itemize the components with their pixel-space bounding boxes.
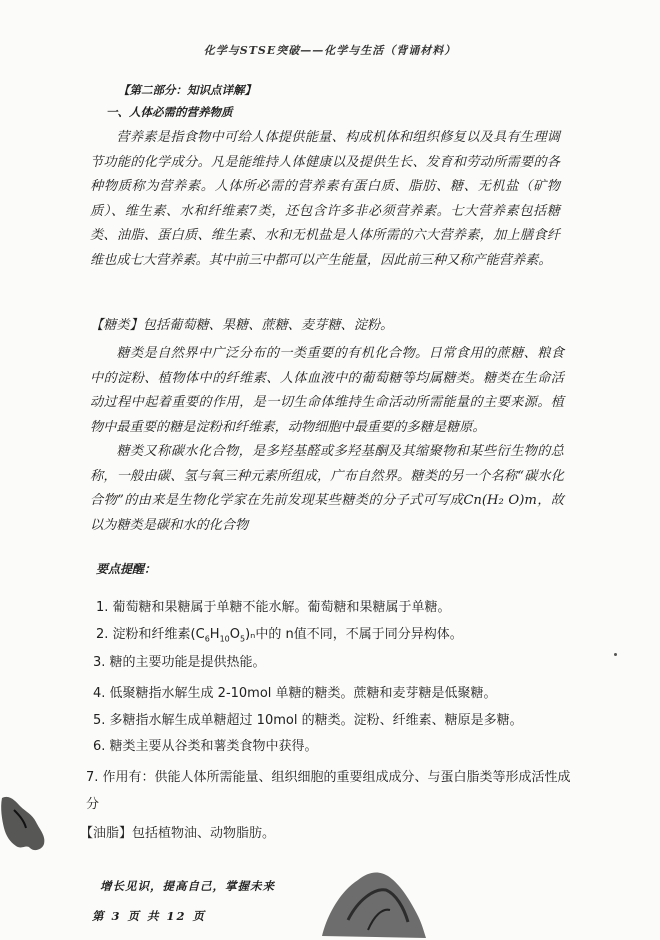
oil-line: 【油脂】包括植物油、动物脂肪。 [80,826,276,841]
page-number: 第 3 页 共 12 页 [92,909,207,923]
key-point-4: 4. 低聚糖指水解生成 2-10mol 单糖的糖类。蔗糖和麦芽糖是低聚糖。 [93,686,497,701]
footer-motto: 增长见识，提高自己，掌握未来 [100,879,275,893]
key-point-7: 7. 作用有：供能人体所需能量、组织细胞的重要组成成分、与蛋白脂类等形成活性成分 [86,770,571,812]
key-point-1: 1. 葡萄糖和果糖属于单糖不能水解。葡萄糖和果糖属于单糖。 [96,600,451,615]
intro-paragraph: 营养素是指食物中可给人体提供能量、构成机体和组织修复以及具有生理调节功能的化学成分。凡是能维持人体健康以及提供生长、发育和劳动所需要的各种物质称为营养素。人体所必需的营养素有蛋白质、脂肪、糖、无机盐（矿物质）、维生素、水和纤维素7类，还包含许多非必须营养素。七大营养素包括糖类、油脂、蛋白质、维生素、水和无机盐是人体所需的六大营养素，加上膳食纤维也成七大营养素。其中前三中都可以产生能量，因此前三种又称产能营养素。 [90,130,560,268]
subsection-title: 一、人体必需的营养物质 [106,105,233,119]
key-points-title: 要点提醒： [96,562,157,576]
ink-blot-bottom-decoration [318,860,428,940]
key-point-2-mid1: H [209,627,220,642]
sugar-paragraph-2: 糖类又称碳水化合物，是多羟基醛或多羟基酮及其缩聚物和某些衍生物的总称，一般由碳、氢与氧三种元素所组成，广布自然界。糖类的另一个名称“碳水化合物”的由来是生物化学家在先前发现某些糖类的分子式可写成Cn(H₂ O)m，故以为糖类是碳和水的化合物 [90,444,564,533]
sugar-title: 【糖类】包括葡萄糖、果糖、蔗糖、麦芽糖、淀粉。 [90,318,394,333]
key-point-2-sub3: 5 [239,634,246,644]
scan-speck [614,653,617,656]
key-point-3: 3. 糖的主要功能是提供热能。 [93,655,266,670]
key-point-5: 5. 多糖指水解生成单糖超过 10mol 的糖类。淀粉、纤维素、糖原是多糖。 [93,713,523,728]
key-point-2-pre: 2. 淀粉和纤维素(C [96,627,205,642]
page-header: 化学与STSE突破——化学与生活（背诵材料） [203,44,457,57]
key-point-2-sub2: 10 [219,634,230,644]
sugar-paragraph-1: 糖类是自然界中广泛分布的一类重要的有机化合物。日常食用的蔗糖、粮食中的淀粉、植物体中的纤维素、人体血液中的葡萄糖等均属糖类。糖类在生命活动过程中起着重要的作用，是一切生命体维持生命活动所需能量的主要来源。植物中最重要的糖是淀粉和纤维素，动物细胞中最重要的多糖是糖原。 [90,346,564,435]
ink-blot-left-decoration [0,792,52,858]
key-point-2-sub1: 6 [204,634,210,644]
key-point-2-mid2: O [229,627,240,642]
key-point-2-post: )ₙ中的 n值不同，不属于同分异构体。 [245,627,463,642]
key-point-2 [96,623,463,644]
key-point-6: 6. 糖类主要从谷类和薯类食物中获得。 [93,739,318,754]
section-title: 【第二部分：知识点详解】 [118,83,256,97]
